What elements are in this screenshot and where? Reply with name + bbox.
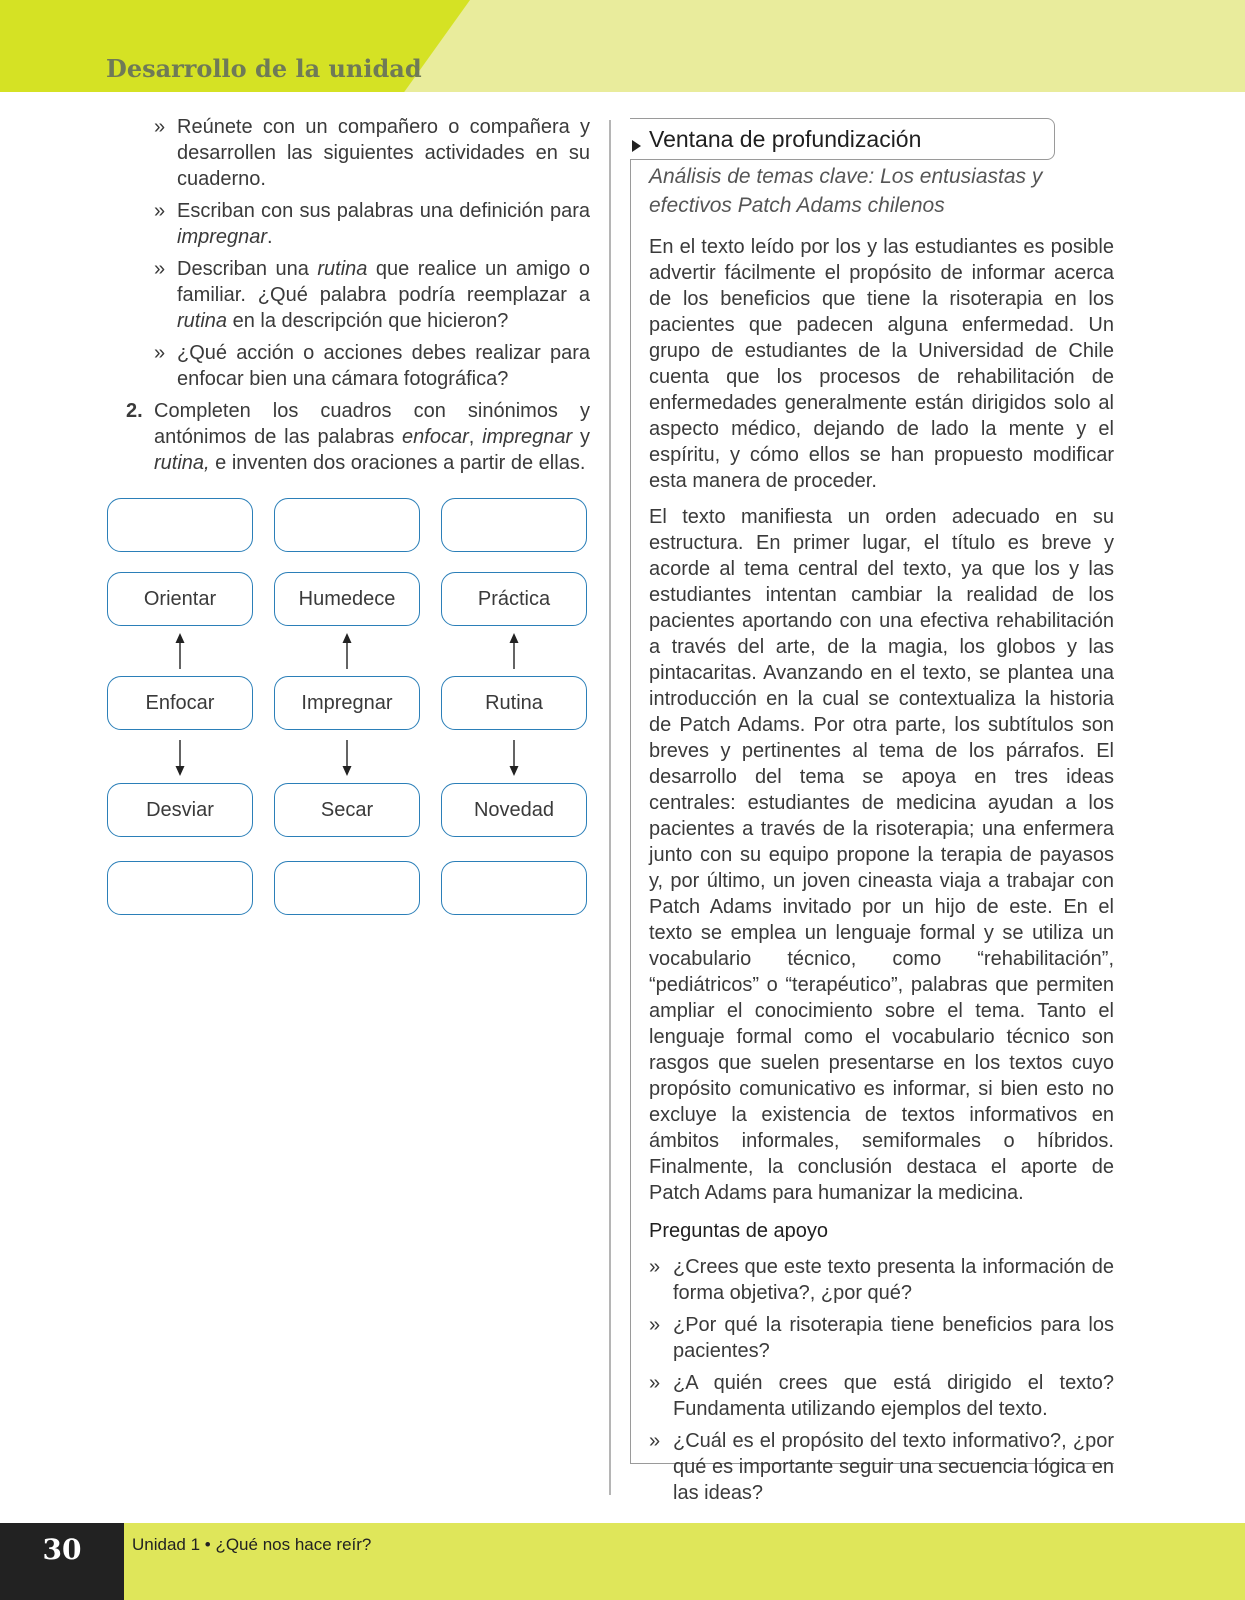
support-question — [649, 1428, 1114, 1506]
bullet-mark: » — [154, 116, 166, 138]
paragraph: El texto manifiesta un orden adecuado en su estructura. En primer lugar, el título es breve y acorde al tema central del texto, ya que los y las estudiantes intentan cambiar la realidad de los pacientes aportando con una efectiva rehabilitación a través del arte, de la magia, los globos y las pintacaritas. Avanzando en el texto, se plantea una introducción en la cual se contextualiza la historia de Patch Adams. Por otra parte, los subtítulos son breves y pertinentes al tema de los párrafos. El desarrollo del tema se apoya en tres ideas centrales: estudiantes de medicina ayudan a los pacientes a través de la risoterapia; una enfermera junto con su equipo propone la terapia de payasos y, por último, un joven cineasta viaja a trabajar con Patch Adams invitado por un hijo de este. En el texto se emplea un lenguaje formal y se utiliza un vocabulario técnico, como “rehabilitación”, “pediátricos” o “terapéutico”, palabras que permiten ampliar el conocimiento sobre el tema. Tanto el lenguaje formal como el vocabulario técnico son rasgos que suelen presentarse en los textos cuyo propósito comunicativo es informar, si bien esto no excluye la existencia de textos informativos en ámbitos informales, semiformales o híbridos. Finalmente, la conclusión destaca el aporte de Patch Adams para humanizar la medicina. — [649, 506, 1114, 1204]
activity-bullet — [120, 340, 590, 392]
bullet-mark: » — [649, 1314, 661, 1336]
text-run: Reúnete con un compañero o compañera y desarrollen las siguientes actividades en su cuaderno. — [177, 116, 590, 190]
unit-title: Unidad 1 • ¿Qué nos hace reír? — [132, 1535, 372, 1554]
question-text: ¿Por qué la risoterapia tiene beneficios para los pacientes? — [673, 1314, 1114, 1362]
question-text: ¿Cuál es el propósito del texto informativo?, ¿por qué es importante seguir una secuencia lógica en las ideas? — [673, 1430, 1114, 1504]
deepening-window-title: Ventana de profundización — [649, 126, 922, 152]
text-run: Completen los cuadros con sinónimos y antónimos de las palabras — [154, 400, 590, 448]
arrow-up-icon — [340, 633, 354, 669]
italic-word: impregnar — [177, 226, 268, 248]
synonym-box: Orientar — [107, 572, 253, 626]
bullet-mark: » — [649, 1372, 661, 1394]
text-run: . — [267, 226, 273, 248]
bullet-mark: » — [649, 1430, 661, 1452]
activities-column — [120, 114, 590, 476]
activity-bullet — [120, 256, 590, 334]
arrow-up-icon — [173, 633, 187, 669]
text-run: , — [468, 426, 483, 448]
question-text: ¿A quién crees que está dirigido el texto? Fundamenta utilizando ejemplos del texto. — [673, 1372, 1114, 1420]
arrow-down-icon — [173, 740, 187, 776]
italic-word: rutina, — [154, 452, 210, 474]
item-2-text — [154, 400, 590, 474]
synonym-box: Práctica — [441, 572, 587, 626]
arrow-down-icon — [507, 740, 521, 776]
blank-box — [107, 498, 253, 552]
support-question — [649, 1370, 1114, 1422]
bullet-mark: » — [154, 200, 166, 222]
analysis-subtitle: Análisis de temas clave: Los entusiastas y efectivos Patch Adams chilenos — [649, 165, 1043, 217]
blank-box — [441, 498, 587, 552]
word-box: Enfocar — [107, 676, 253, 730]
activity-item-2 — [120, 398, 590, 476]
italic-word: rutina — [177, 310, 228, 332]
bullet-text — [177, 116, 590, 190]
italic-word: rutina — [317, 258, 368, 280]
column-divider — [609, 120, 611, 1495]
activity-list — [120, 114, 590, 392]
support-questions-list — [649, 1254, 1114, 1506]
antonym-box: Desviar — [107, 783, 253, 837]
section-title: Desarrollo de la unidad — [106, 54, 422, 83]
item-number: 2. — [126, 400, 143, 422]
support-question — [649, 1312, 1114, 1364]
activity-bullet — [120, 198, 590, 250]
arrow-down-icon — [340, 740, 354, 776]
italic-word: enfocar — [402, 426, 469, 448]
antonym-box: Secar — [274, 783, 420, 837]
italic-word: impregnar — [482, 426, 573, 448]
bullet-mark: » — [154, 258, 166, 280]
question-text: ¿Crees que este texto presenta la información de forma objetiva?, ¿por qué? — [673, 1256, 1114, 1304]
blank-box — [274, 861, 420, 915]
blank-box — [107, 861, 253, 915]
triangle-right-icon — [632, 140, 641, 152]
support-question — [649, 1254, 1114, 1306]
activity-bullet — [120, 114, 590, 192]
support-questions-heading: Preguntas de apoyo — [649, 1220, 829, 1242]
deepening-window-content — [649, 162, 1114, 1512]
synonym-box: Humedece — [274, 572, 420, 626]
text-run: que realice un amigo o familiar. ¿Qué palabra podría reemplazar a — [177, 258, 590, 306]
bullet-text — [177, 342, 590, 390]
paragraph: En el texto leído por los y las estudiantes es posible advertir fácilmente el propósito de informar acerca de los beneficios que tiene la risoterapia en los pacientes que padecen alguna enfermedad. Un grupo de estudiantes de la Universidad de Chile cuenta que los procesos de rehabilitación de enfermedades generalmente están dirigidos solo al aspecto médico, dejando de lado la mente y el espíritu, y cómo ellos se han propuesto modificar esta manera de proceder. — [649, 236, 1114, 492]
arrow-up-icon — [507, 633, 521, 669]
bullet-mark: » — [649, 1256, 661, 1278]
text-run: en la descripción que hicieron? — [227, 310, 509, 332]
text-run: Describan una — [177, 258, 318, 280]
bullet-text — [177, 200, 590, 248]
word-box: Rutina — [441, 676, 587, 730]
text-run: Escriban con sus palabras una definición para — [177, 200, 590, 222]
text-run: e inventen dos oraciones a partir de ellas. — [209, 452, 586, 474]
word-box: Impregnar — [274, 676, 420, 730]
bullet-mark: » — [154, 342, 166, 364]
text-run: ¿Qué acción o acciones debes realizar para enfocar bien una cámara fotográfica? — [177, 342, 590, 390]
bullet-text — [177, 258, 590, 332]
page-number: 30 — [42, 1533, 82, 1566]
blank-box — [441, 861, 587, 915]
text-run: y — [572, 426, 590, 448]
antonym-box: Novedad — [441, 783, 587, 837]
blank-box — [274, 498, 420, 552]
